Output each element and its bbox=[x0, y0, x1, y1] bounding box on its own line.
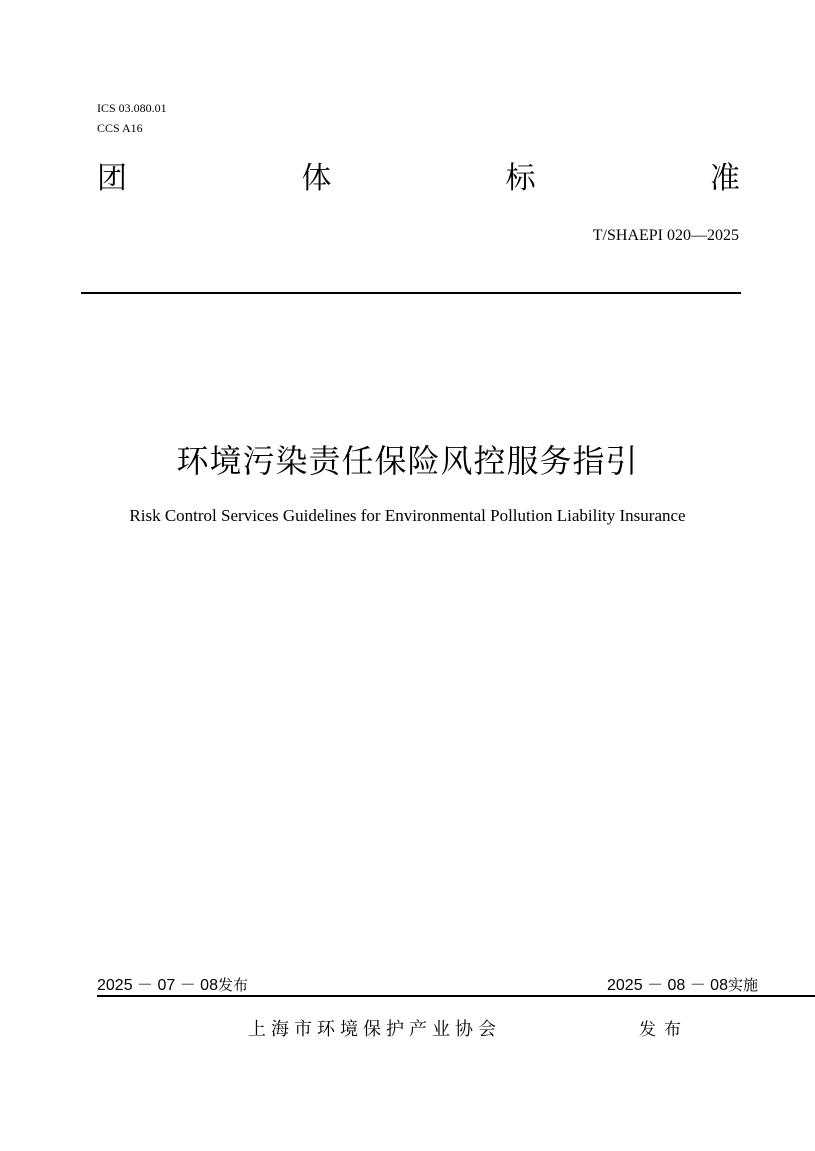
document-title-english: Risk Control Services Guidelines for Environmental Pollution Liability Insurance bbox=[129, 506, 686, 525]
standard-type-char-3: 标 bbox=[505, 161, 536, 196]
standard-type-char-2: 体 bbox=[301, 161, 332, 196]
bottom-divider bbox=[97, 995, 815, 997]
issue-date: 2025 － 07 － 08 bbox=[97, 977, 218, 994]
ccs-code: CCS A16 bbox=[97, 121, 143, 135]
standard-type-char-4: 准 bbox=[709, 161, 740, 196]
standard-type-heading bbox=[97, 160, 740, 198]
standard-number: T/SHAEPI 020—2025 bbox=[592, 227, 739, 244]
ics-code: ICS 03.080.01 bbox=[97, 101, 167, 115]
publisher-name: 上海市环境保护产业协会 bbox=[248, 1019, 501, 1040]
top-divider bbox=[81, 292, 741, 294]
implement-date-line bbox=[607, 975, 758, 996]
publish-label: 发布 bbox=[639, 1020, 689, 1040]
implement-date: 2025 － 08 － 08 bbox=[607, 977, 728, 994]
issue-date-line bbox=[97, 975, 248, 996]
issue-label: 发布 bbox=[217, 976, 248, 994]
implement-label: 实施 bbox=[727, 976, 758, 994]
document-title-chinese: 环境污染责任保险风控服务指引 bbox=[176, 442, 639, 480]
standard-type-char-1: 团 bbox=[97, 161, 127, 196]
